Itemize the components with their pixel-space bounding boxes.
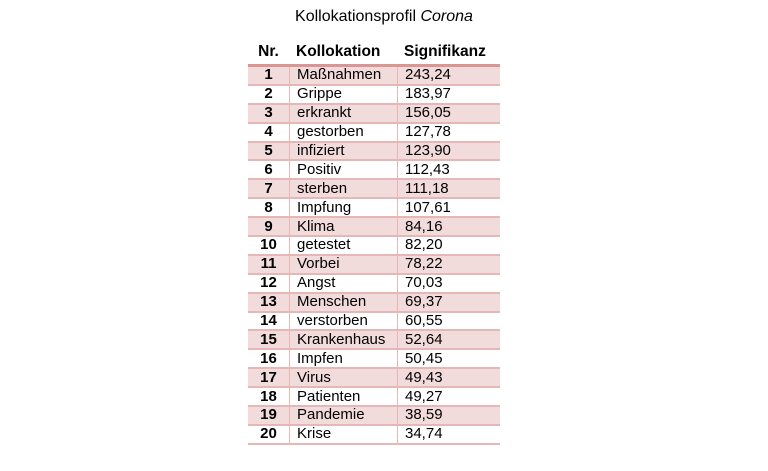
cell-nr: 12 [248,275,289,294]
cell-kollokation: Impfung [289,199,397,218]
cell-kollokation: gestorben [289,124,397,143]
cell-kollokation: Vorbei [289,256,397,275]
cell-signifikanz: 60,55 [397,313,500,332]
table-row [248,407,500,426]
cell-signifikanz: 49,43 [397,369,500,388]
cell-nr: 18 [248,388,289,407]
cell-kollokation: Krankenhaus [289,331,397,350]
table-row [248,180,500,199]
cell-signifikanz: 112,43 [397,161,500,180]
table-row [248,350,500,369]
table-row [248,105,500,124]
cell-nr: 2 [248,86,289,105]
cell-signifikanz: 34,74 [397,426,500,445]
table-row [248,143,500,162]
cell-signifikanz: 50,45 [397,350,500,369]
cell-kollokation: Klima [289,218,397,237]
cell-signifikanz: 49,27 [397,388,500,407]
cell-nr: 3 [248,105,289,124]
table-header [248,40,500,67]
cell-kollokation: getestet [289,237,397,256]
cell-signifikanz: 111,18 [397,180,500,199]
cell-nr: 5 [248,143,289,162]
table-row [248,218,500,237]
table-body [248,67,500,445]
cell-signifikanz: 38,59 [397,407,500,426]
cell-nr: 1 [248,67,289,86]
cell-kollokation: Maßnahmen [289,67,397,86]
table-row [248,256,500,275]
cell-signifikanz: 84,16 [397,218,500,237]
cell-nr: 13 [248,294,289,313]
cell-nr: 7 [248,180,289,199]
cell-signifikanz: 82,20 [397,237,500,256]
table-row [248,86,500,105]
collocation-table [248,40,500,445]
cell-nr: 20 [248,426,289,445]
table-row [248,67,500,86]
column-header-nr: Nr. [248,40,289,67]
table-row [248,275,500,294]
cell-kollokation: Patienten [289,388,397,407]
cell-signifikanz: 183,97 [397,86,500,105]
page-title [0,7,768,27]
cell-kollokation: Virus [289,369,397,388]
table-row [248,161,500,180]
cell-signifikanz: 107,61 [397,199,500,218]
table-row [248,426,500,445]
cell-nr: 15 [248,331,289,350]
cell-nr: 8 [248,199,289,218]
table-row [248,237,500,256]
table-row [248,313,500,332]
cell-nr: 19 [248,407,289,426]
table-row [248,331,500,350]
cell-kollokation: sterben [289,180,397,199]
table-row [248,369,500,388]
cell-signifikanz: 52,64 [397,331,500,350]
cell-nr: 6 [248,161,289,180]
cell-signifikanz: 69,37 [397,294,500,313]
column-header-signifikanz: Signifikanz [397,40,500,67]
page-title-prefix: Kollokationsprofil [295,8,421,25]
cell-signifikanz: 123,90 [397,143,500,162]
table-row [248,199,500,218]
cell-nr: 14 [248,313,289,332]
table-header-row [248,40,500,67]
cell-kollokation: Krise [289,426,397,445]
cell-kollokation: Grippe [289,86,397,105]
cell-signifikanz: 70,03 [397,275,500,294]
cell-nr: 17 [248,369,289,388]
cell-nr: 16 [248,350,289,369]
table-row [248,388,500,407]
page-title-emphasis: Corona [420,8,473,25]
cell-kollokation: erkrankt [289,105,397,124]
cell-signifikanz: 156,05 [397,105,500,124]
cell-kollokation: Impfen [289,350,397,369]
column-header-kollokation: Kollokation [289,40,397,67]
cell-kollokation: verstorben [289,313,397,332]
cell-kollokation: Pandemie [289,407,397,426]
cell-nr: 10 [248,237,289,256]
table-row [248,124,500,143]
cell-kollokation: Angst [289,275,397,294]
cell-kollokation: Positiv [289,161,397,180]
cell-kollokation: infiziert [289,143,397,162]
cell-nr: 9 [248,218,289,237]
cell-nr: 11 [248,256,289,275]
cell-nr: 4 [248,124,289,143]
cell-signifikanz: 243,24 [397,67,500,86]
cell-signifikanz: 127,78 [397,124,500,143]
table-row [248,294,500,313]
cell-signifikanz: 78,22 [397,256,500,275]
cell-kollokation: Menschen [289,294,397,313]
